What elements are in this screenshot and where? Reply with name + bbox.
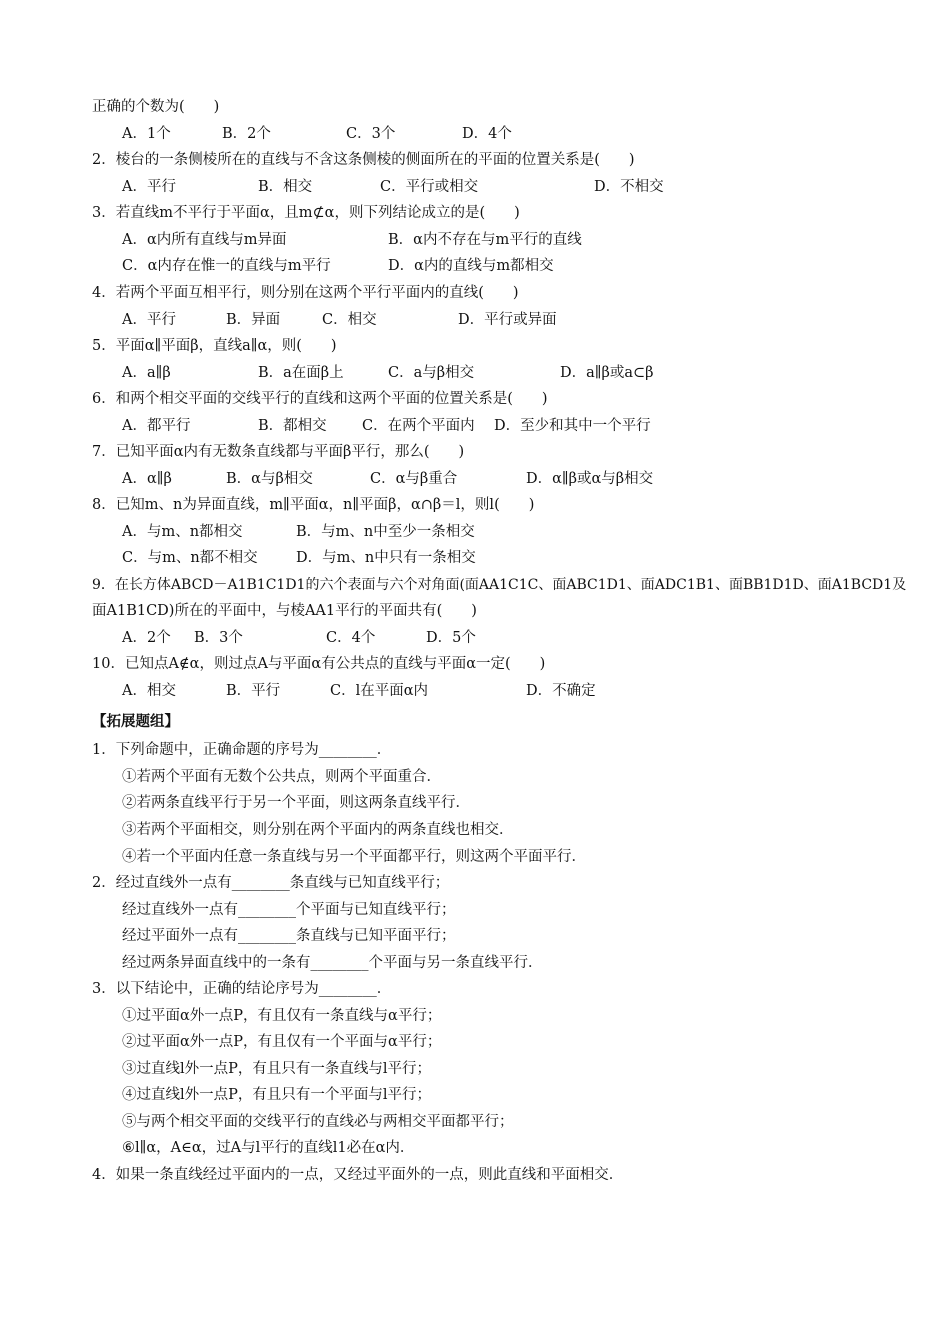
option-d: D．至少和其中一个平行 <box>494 418 651 434</box>
option-b: B．平行 <box>226 683 281 699</box>
option-d: D．5个 <box>426 630 476 646</box>
question-stem: 2．棱台的一条侧棱所在的直线与不含这条侧棱的侧面所在的平面的位置关系是( ) <box>92 152 635 168</box>
option-a: A．2个 <box>122 630 171 646</box>
question-stem: 4．如果一条直线经过平面内的一点，又经过平面外的一点，则此直线和平面相交． <box>92 1167 624 1183</box>
option-a: A．a∥β <box>122 365 171 381</box>
question-stem-continued: 面A1B1CD)所在的平面中，与棱AA1平行的平面共有( ) <box>92 603 477 619</box>
option-a: A．平行 <box>122 179 176 195</box>
question-stem: 4．若两个平面互相平行，则分别在这两个平行平面内的直线( ) <box>92 285 519 301</box>
question-stem: 3．以下结论中，正确的结论序号为________． <box>92 981 392 997</box>
option-c: C．l在平面α内 <box>330 683 429 699</box>
option-a: A．平行 <box>122 312 176 328</box>
list-item: 经过两条异面直线中的一条有________个平面与另一条直线平行． <box>122 955 543 971</box>
question-stem: 1．下列命题中，正确命题的序号为________． <box>92 742 392 758</box>
list-item: 经过直线外一点有________个平面与已知直线平行； <box>122 902 456 918</box>
question-stem: 7．已知平面α内有无数条直线都与平面β平行，那么( ) <box>92 444 465 460</box>
option-c: C．α与β重合 <box>370 471 458 487</box>
option-b: B．α与β相交 <box>226 471 313 487</box>
option-d: D．a∥β或a⊂β <box>560 365 654 381</box>
option-c: C．平行或相交 <box>380 179 479 195</box>
list-item: ①过平面α外一点P，有且仅有一条直线与α平行； <box>122 1008 442 1024</box>
list-item: ①若两个平面有无数个公共点，则两个平面重合． <box>122 769 441 785</box>
question-stem: 10．已知点A∉α，则过点A与平面α有公共点的直线与平面α一定( ) <box>92 656 546 672</box>
list-item: ②过平面α外一点P，有且仅有一个平面与α平行； <box>122 1034 442 1050</box>
list-item: ③过直线l外一点P，有且只有一条直线与l平行； <box>122 1061 432 1077</box>
option-d: D．与m、n中只有一条相交 <box>296 550 476 566</box>
option-b: B．α内不存在与m平行的直线 <box>388 232 582 248</box>
option-c: C．相交 <box>322 312 377 328</box>
list-item: ④过直线l外一点P，有且只有一个平面与l平行； <box>122 1087 432 1103</box>
option-a: A．α内所有直线与m异面 <box>122 232 287 248</box>
question-stem: 正确的个数为( ) <box>92 99 220 115</box>
question-stem: 8．已知m、n为异面直线，m∥平面α，n∥平面β，α∩β＝l，则l( ) <box>92 497 535 513</box>
option-c: C．与m、n都不相交 <box>122 550 258 566</box>
option-b: B．异面 <box>226 312 281 328</box>
option-d: D．平行或异面 <box>458 312 557 328</box>
option-b: B．a在面β上 <box>258 365 344 381</box>
option-a: A．α∥β <box>122 471 172 487</box>
option-b: B．3个 <box>194 630 243 646</box>
option-a: A．都平行 <box>122 418 191 434</box>
list-item: ⑤与两个相交平面的交线平行的直线必与两相交平面都平行； <box>122 1114 514 1130</box>
option-b: B．相交 <box>258 179 313 195</box>
list-item: 经过平面外一点有________条直线与已知平面平行； <box>122 928 456 944</box>
list-item: ③若两个平面相交，则分别在两个平面内的两条直线也相交． <box>122 822 514 838</box>
option-d: D．α内的直线与m都相交 <box>388 258 554 274</box>
option-d: D．不确定 <box>526 683 596 699</box>
option-b: B．2个 <box>222 126 271 142</box>
option-c: C．a与β相交 <box>388 365 475 381</box>
section-title: 【拓展题组】 <box>92 714 179 730</box>
option-c: C．3个 <box>346 126 396 142</box>
question-stem: 2．经过直线外一点有________条直线与已知直线平行； <box>92 875 450 891</box>
list-item: ④若一个平面内任意一条直线与另一个平面都平行，则这两个平面平行． <box>122 849 586 865</box>
option-a: A．相交 <box>122 683 176 699</box>
option-b: B．都相交 <box>258 418 327 434</box>
option-d: D．α∥β或α与β相交 <box>526 471 654 487</box>
question-stem: 9．在长方体ABCD－A1B1C1D1的六个表面与六个对角面(面AA1C1C、面ABC1D1、面ADC1B1、面BB1D1D、面A1BCD1及 <box>92 577 907 593</box>
list-item: ②若两条直线平行于另一个平面，则这两条直线平行． <box>122 795 470 811</box>
option-d: D．4个 <box>462 126 512 142</box>
option-c: C．4个 <box>326 630 376 646</box>
question-stem: 3．若直线m不平行于平面α，且m⊄α，则下列结论成立的是( ) <box>92 205 520 221</box>
question-stem: 5．平面α∥平面β，直线a∥α，则( ) <box>92 338 337 354</box>
option-b: B．与m、n中至少一条相交 <box>296 524 475 540</box>
option-d: D．不相交 <box>594 179 664 195</box>
option-c: C．α内存在惟一的直线与m平行 <box>122 258 331 274</box>
option-c: C．在两个平面内 <box>362 418 475 434</box>
list-item: ⑥l∥α，A∈α，过A与l平行的直线l1必在α内． <box>122 1140 415 1156</box>
option-a: A．与m、n都相交 <box>122 524 243 540</box>
option-a: A．1个 <box>122 126 171 142</box>
question-stem: 6．和两个相交平面的交线平行的直线和这两个平面的位置关系是( ) <box>92 391 548 407</box>
